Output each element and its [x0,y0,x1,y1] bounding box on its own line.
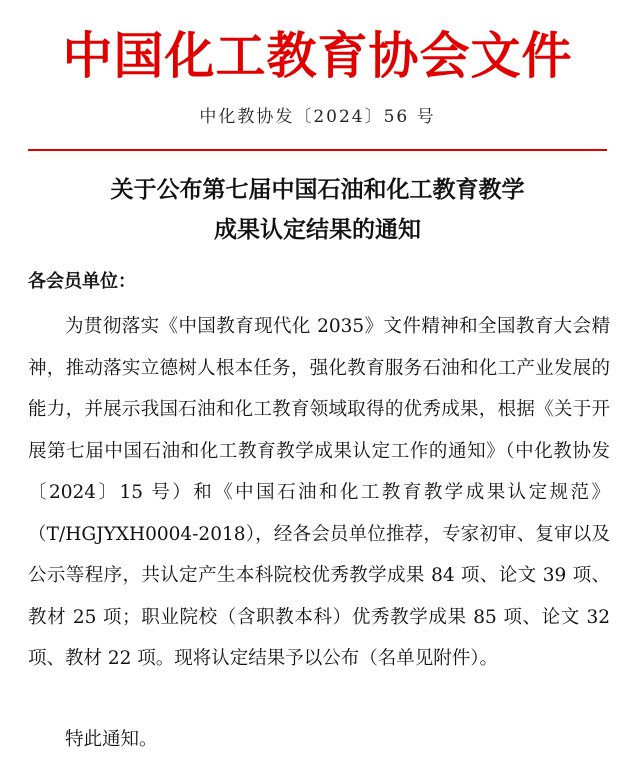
closing-text: 特此通知。 [65,729,158,750]
notice-title-line-1: 关于公布第七届中国石油和化工教育教学 [110,177,525,203]
red-divider-line [28,149,607,151]
body-paragraph: 为贯彻落实《中国教育现代化 2035》文件精神和全国教育大会精神，推动落实立德树人根本任务，强化教育服务石油和化工产业发展的能力，并展示我国石油和化工教育领域取得的优秀成果，根据《关于开展第七届中国石油和化工教育教学成果认定工作的通知》（中化教协发〔2024〕15 号）和《中国石油和化工教育教学成果认定规范》（T/HGJYXH0004-2018），经各会员单位推荐，专家初审、复审以及公示等程序，共认定产生本科院校优秀教学成果 84 项、论文 39 项、教材 25 项；职业院校（含职教本科）优秀教学成果 85 项、论文 32 项、教材 22 项。现将认定结果予以公布（名单见附件）。 [28,316,610,669]
salutation: 各会员单位： [28,271,136,292]
notice-title-line-2: 成果认定结果的通知 [214,217,421,243]
document-number: 中化教协发〔2024〕56 号 [199,107,436,127]
document-header-title: 中国化工教育协会文件 [62,26,573,85]
notice-title [0,170,635,250]
